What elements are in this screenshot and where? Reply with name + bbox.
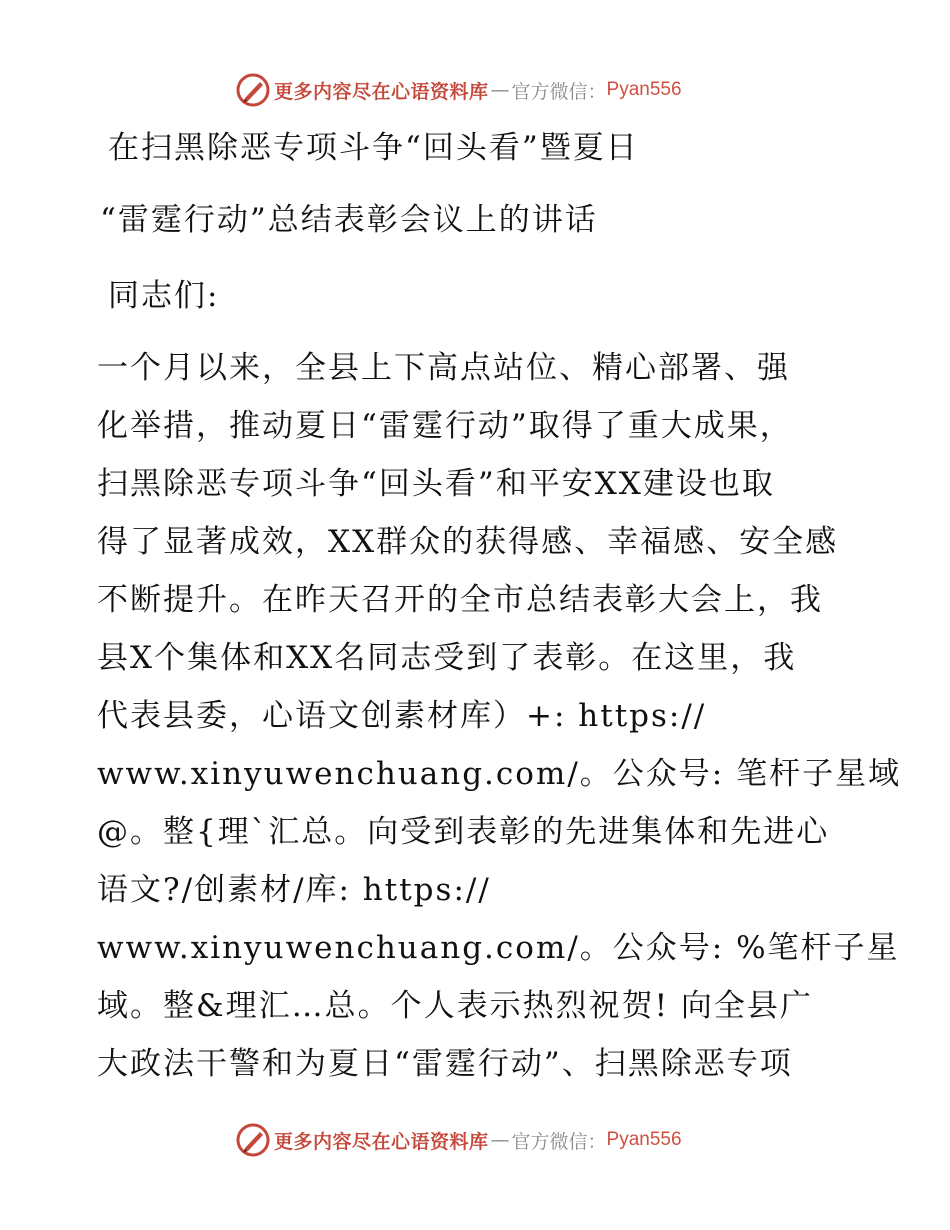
body-line: 大政法干警和为夏日“雷霆行动”、扫黑除恶专项 [97, 1046, 793, 1082]
body-line: www.xinyuwenchuang.com/。公众号: 笔杆子星域 [97, 756, 902, 792]
body-line: 不断提升。在昨天召开的全市总结表彰大会上，我 [97, 582, 823, 618]
banner-wechat-id: Pyan556 [606, 79, 682, 100]
document-title-line-2: “雷霆行动”总结表彰会议上的讲话 [100, 202, 598, 238]
body-line: 县X个集体和XX名同志受到了表彰。在这里，我 [97, 640, 797, 676]
banner-text: 更多内容尽在心语资料库 [274, 80, 489, 103]
body-line: 扫黑除恶专项斗争“回头看”和平安XX建设也取 [97, 466, 775, 502]
body-line: www.xinyuwenchuang.com/。公众号: %笔杆子星 [97, 930, 900, 966]
body-line: 代表县委，心语文创素材库）+: https:// [97, 698, 707, 734]
pen-logo-icon [236, 73, 270, 107]
pen-logo-icon [236, 1123, 270, 1157]
banner-wechat-label: 官方微信： [511, 1130, 607, 1153]
document-title-line-1: 在扫黑除恶专项斗争“回头看”暨夏日 [108, 130, 639, 166]
body-line: 域。整&理汇…总。个人表示热烈祝贺! 向全县广 [97, 988, 813, 1024]
body-line: 得了显著成效，XX群众的获得感、幸福感、安全感 [97, 524, 839, 560]
banner-wechat-label: 官方微信： [511, 80, 607, 103]
footer-banner [236, 1122, 682, 1158]
header-banner [236, 72, 682, 108]
salutation: 同志们: [108, 278, 220, 314]
banner-wechat-id: Pyan556 [606, 1129, 682, 1150]
body-line: @。整{理`汇总。向受到表彰的先进集体和先进心 [97, 814, 830, 850]
banner-separator: — [490, 1129, 510, 1151]
body-line: 一个月以来，全县上下高点站位、精心部署、强 [97, 350, 790, 386]
banner-text: 更多内容尽在心语资料库 [274, 1130, 489, 1153]
banner-separator: — [490, 79, 510, 101]
body-line: 语文?/创素材/库: https:// [97, 872, 491, 908]
body-line: 化举措，推动夏日“雷霆行动”取得了重大成果， [97, 408, 793, 444]
